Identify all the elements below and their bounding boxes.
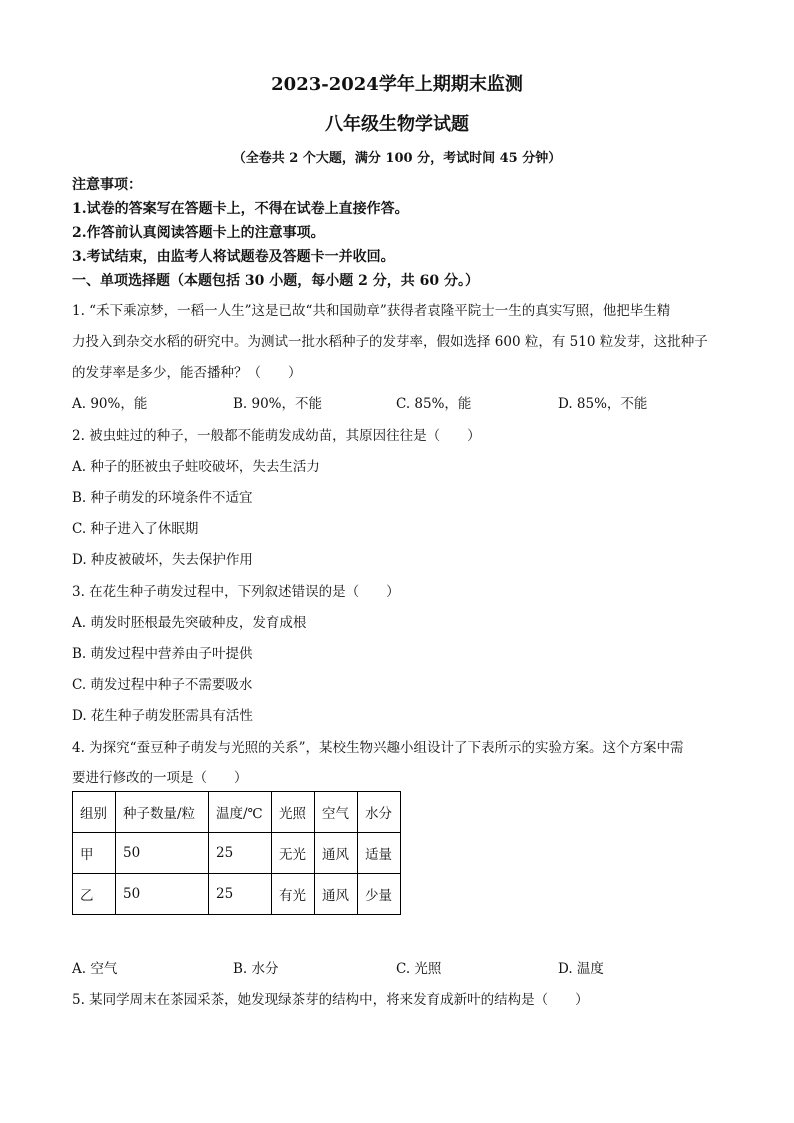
table-cell: 乙 [73,874,116,915]
option-c: C. 种子进入了休眠期 [72,521,199,537]
table-header-cell: 温度/℃ [209,792,272,833]
table-cell: 50 [116,833,209,874]
table-cell: 甲 [73,833,116,874]
table-cell: 适量 [358,833,401,874]
table-header-cell: 组别 [73,792,116,833]
question-line: 2. 被虫蛀过的种子，一般都不能萌发成幼苗，其原因往往是（ ） [72,428,481,444]
table-header-cell: 水分 [358,792,401,833]
table-cell: 25 [209,833,272,874]
question-line: 3. 在花生种子萌发过程中，下列叙述错误的是（ ） [72,584,400,600]
table-header-cell: 空气 [315,792,358,833]
option-d: D. 温度 [558,961,604,977]
table-header-cell: 光照 [272,792,315,833]
table-cell: 通风 [315,874,358,915]
note-item: 3.考试结束，由监考人将试题卷及答题卡一并收回。 [72,249,395,265]
option-b: B. 种子萌发的环境条件不适宜 [72,490,253,506]
table-header-row [73,792,401,833]
option-c: C. 光照 [396,961,442,977]
exam-title: 2023-2024学年上期期末监测 [271,74,523,95]
option-d: D. 85%，不能 [558,396,648,412]
question-line: 力投入到杂交水稻的研究中。为测试一批水稻种子的发芽率，假如选择 600 粒，有 510 粒发芽，这批种子 [72,334,708,350]
question-line: 1. “禾下乘凉梦，一稻一人生”这是已故“共和国勋章”获得者袁隆平院士一生的真实写照，他把毕生精 [72,303,671,319]
option-a: A. 空气 [72,961,118,977]
note-item: 1.试卷的答案写在答题卡上，不得在试卷上直接作答。 [72,201,409,217]
experiment-table [72,791,401,915]
option-d: D. 花生种子萌发胚需具有活性 [72,708,253,724]
table-cell: 通风 [315,833,358,874]
table-header-cell: 种子数量/粒 [116,792,209,833]
table-row [73,833,401,874]
question-line: 5. 某同学周末在茶园采茶，她发现绿茶芽的结构中，将来发育成新叶的结构是（ ） [72,992,589,1008]
option-b: B. 90%，不能 [233,396,323,412]
option-a: A. 种子的胚被虫子蛀咬破坏，失去生活力 [72,459,320,475]
option-c: C. 85%，能 [396,396,472,412]
option-d: D. 种皮被破坏，失去保护作用 [72,552,253,568]
table-cell: 25 [209,874,272,915]
question-line: 要进行修改的一项是（ ） [72,770,248,786]
table-cell: 少量 [358,874,401,915]
exam-info: （全卷共 2 个大题，满分 100 分，考试时间 45 分钟） [232,151,562,166]
section-heading: 一、单项选择题（本题包括 30 小题，每小题 2 分，共 60 分。） [72,273,479,289]
option-a: A. 90%，能 [72,396,148,412]
option-c: C. 萌发过程中种子不需要吸水 [72,677,253,693]
notes-heading: 注意事项： [72,177,142,193]
table-cell: 有光 [272,874,315,915]
option-a: A. 萌发时胚根最先突破种皮，发育成根 [72,615,307,631]
question-line: 的发芽率是多少，能否播种？（ ） [72,365,302,381]
table-cell: 无光 [272,833,315,874]
note-item: 2.作答前认真阅读答题卡上的注意事项。 [72,225,325,241]
table-cell: 50 [116,874,209,915]
question-line: 4. 为探究“蚕豆种子萌发与光照的关系”，某校生物兴趣小组设计了下表所示的实验方案。这个方案中需 [72,740,684,756]
exam-subject: 八年级生物学试题 [325,114,469,135]
option-b: B. 水分 [233,961,279,977]
table-row [73,874,401,915]
option-b: B. 萌发过程中营养由子叶提供 [72,646,253,662]
